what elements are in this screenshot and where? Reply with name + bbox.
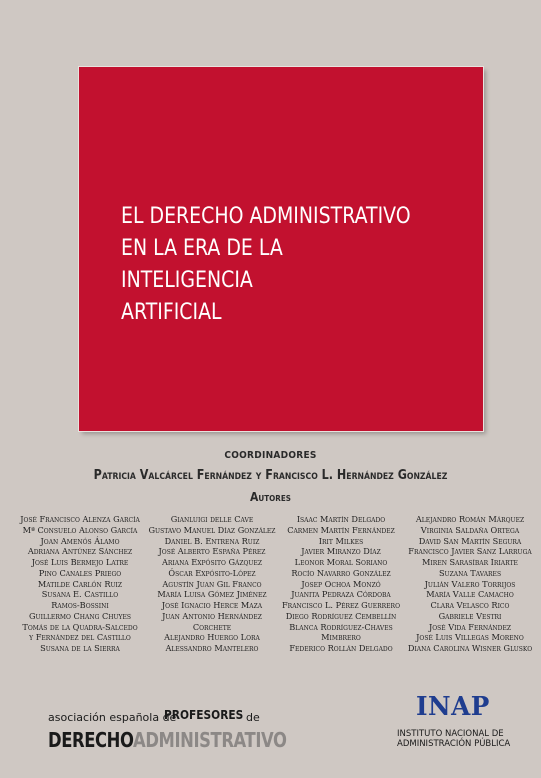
inap-full-name: INSTITUTO NACIONAL DE ADMINISTRACIÓN PÚBLICA — [397, 729, 511, 749]
author-name: Alejandro Huergo Lora — [164, 632, 260, 643]
author-name: José Ignacio Herce Maza — [161, 600, 263, 610]
author-name: Adriana Antúnez Sánchez — [27, 546, 133, 557]
association-derecho: DERECHO — [48, 728, 134, 752]
association-de: de — [246, 711, 260, 724]
author-name: Juan Antonio Hernández Corchete — [162, 610, 262, 632]
author-name: Mª Consuelo Alonso García — [22, 524, 138, 535]
book-title: EL DERECHO ADMINISTRATIVO EN LA ERA DE LA INTELIGENCIA ARTIFICIAL — [121, 204, 411, 325]
author-name: Gianluigi delle Cave — [170, 514, 254, 524]
author-name: Tomás de la Quadra-Salcedo y Fernández del Castillo — [22, 621, 138, 643]
author-name: Agustín Juan Gil Franco — [162, 578, 262, 589]
author-name: Susana E. Castillo Ramos-Bossini — [41, 589, 119, 610]
association-wordmark — [48, 728, 287, 752]
authors-column-1 — [16, 514, 144, 654]
author-name: Blanca Rodríguez-Chaves Mimbrero — [289, 621, 393, 643]
association-administrativo: ADMINISTRATIVO — [133, 728, 287, 752]
author-name: Francisco L. Pérez Guerrero — [282, 600, 400, 610]
author-name: Alessandro Mantelero — [165, 643, 259, 653]
author-name: Matilde Carlón Ruiz — [37, 578, 123, 589]
author-name: Miren Sarasíbar Iriarte — [422, 557, 518, 567]
author-name: Isaac Martín Delgado — [296, 514, 386, 524]
author-name: Gabriele Vestri — [438, 610, 502, 621]
association-line1: asociación española de — [48, 711, 177, 724]
author-name: Suzana Tavares — [438, 567, 502, 578]
inap-wordmark: INAP — [416, 692, 490, 722]
author-name: Clara Velasco Rico — [430, 600, 510, 610]
author-name: José Luis Bermejo Latre — [31, 557, 129, 567]
author-name: José Francisco Alenza García — [20, 514, 140, 524]
author-name: David San Martín Segura — [418, 535, 522, 546]
author-name: José Luis Villegas Moreno — [416, 632, 524, 643]
author-name: Federico Rollán Delgado — [289, 643, 393, 653]
association-profesores: PROFESORES — [164, 707, 244, 722]
author-name: Joan Amenós Álamo — [40, 535, 120, 546]
authors-column-2 — [148, 514, 276, 654]
author-name: Irit Milkes — [318, 535, 364, 546]
author-name: Leonor Moral Soriano — [294, 557, 388, 567]
author-name: Francisco Javier Sanz Larruga — [408, 546, 532, 557]
author-name: Julián Valero Torrijos — [424, 578, 516, 589]
author-name: José Vida Fernández — [428, 621, 512, 632]
coordinators-label: COORDINADORES — [224, 450, 317, 461]
author-name: María Luisa Gómez Jiménez — [157, 589, 267, 600]
authors-label: Autores — [250, 490, 291, 504]
author-name: Ariana Expósito Gázquez — [161, 557, 263, 567]
authors-column-3 — [277, 514, 405, 654]
author-name: Virginia Saldaña Ortega — [420, 524, 520, 535]
author-name: Josep Ochoa Monzó — [301, 578, 381, 589]
author-name: María Valle Camacho — [426, 589, 514, 600]
author-name: Diana Carolina Wisner Glusko — [407, 643, 533, 653]
authors-column-4 — [406, 514, 534, 654]
author-name: Gustavo Manuel Díaz González — [148, 524, 276, 535]
author-name: Pino Canales Priego — [38, 567, 122, 578]
author-name: Juanita Pedraza Córdoba — [291, 589, 391, 600]
coordinators-names: Patricia Valcárcel Fernández y Francisco L. Hernández González — [93, 468, 448, 483]
title-box — [79, 67, 483, 431]
author-name: Susana de la Sierra — [40, 643, 120, 653]
author-name: Javier Miranzo Díaz — [301, 546, 381, 557]
author-name: Carmen Martín Fernández — [287, 524, 395, 535]
author-name: Óscar Expósito-López — [168, 567, 256, 578]
author-name: José Alberto España Pérez — [158, 546, 266, 557]
author-name: Daniel B. Entrena Ruiz — [164, 535, 260, 546]
author-name: Rocío Navarro González — [291, 567, 391, 578]
author-name: Alejandro Román Márquez — [415, 514, 525, 524]
author-name: Diego Rodríguez Cembellín — [285, 610, 397, 621]
author-name: Guillermo Chang Chuyes — [29, 610, 131, 621]
authors-list — [16, 514, 533, 674]
